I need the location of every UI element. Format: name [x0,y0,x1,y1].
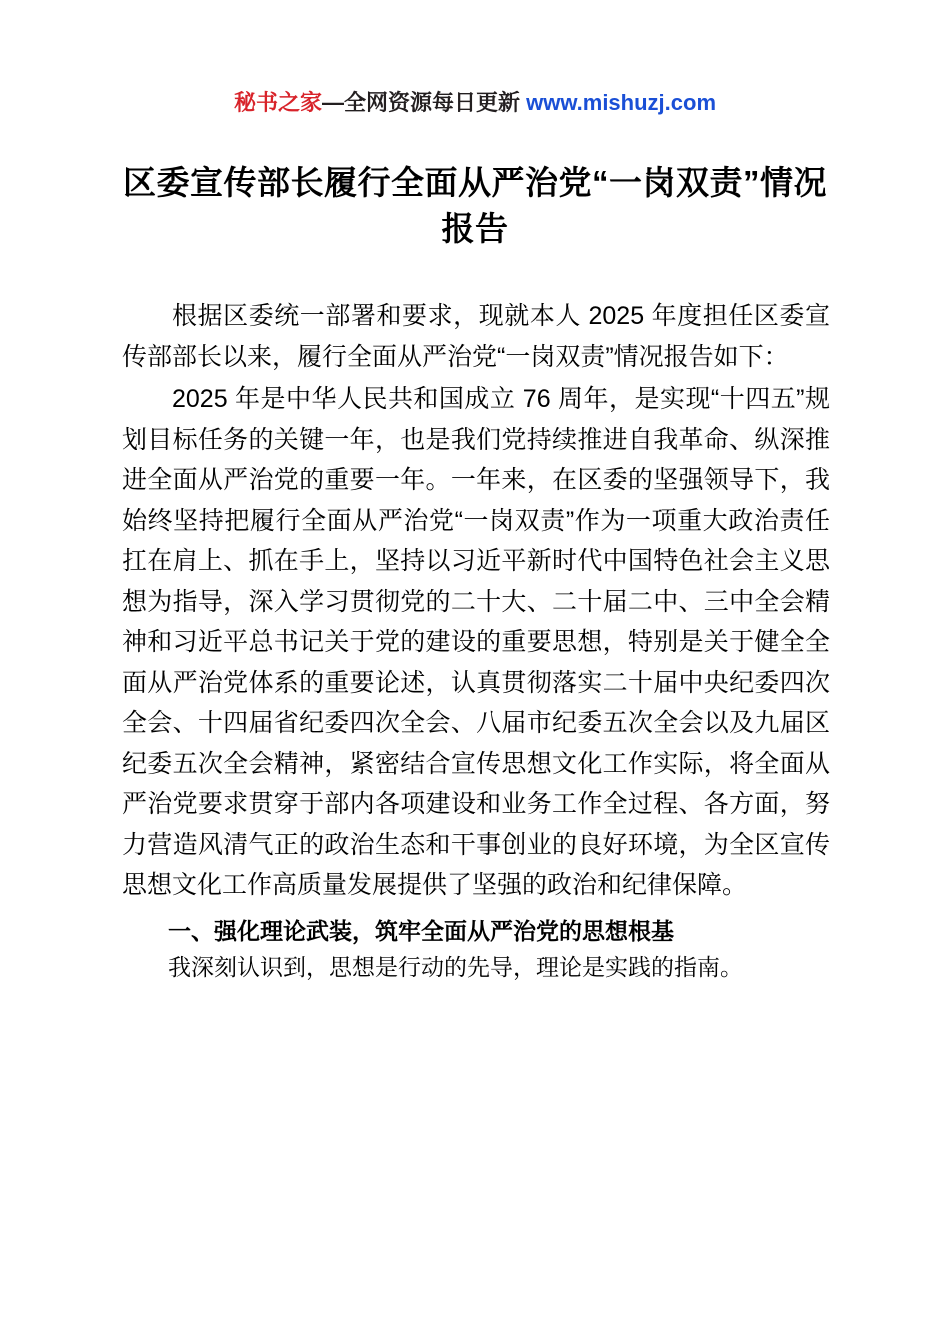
site-watermark-header [0,86,950,117]
site-url-link[interactable]: www.mishuzj.com [526,90,717,115]
page-title: 区委宣传部长履行全面从严治党“一岗双责”情况报告 [123,164,827,247]
paragraph-1: 根据区委统一部署和要求，现就本人 2025 年度担任区委宣传部部长以来，履行全面从严治党“一岗双责”情况报告如下： [122,302,830,371]
paragraph-2: 2025 年是中华人民共和国成立 76 周年，是实现“十四五”规划目标任务的关键一年，也是我们党持续推进自我革命、纵深推进全面从严治党的重要一年。一年来，在区委的坚强领导下，我始终坚持把履行全面从严治党“一岗双责”作为一项重大政治责任扛在肩上、抓在手上，坚持以习近平新时代中国特色社会主义思想为指导，深入学习贯彻党的二十大、二十届二中、三中全会精神和习近平总书记关于党的建设的重要思想，特别是关于健全全面从严治党体系的重要论述，认真贯彻落实二十届中央纪委四次全会、十四届省纪委四次全会、八届市纪委五次全会以及九届区纪委五次全会精神，紧密结合宣传思想文化工作实际，将全面从严治党要求贯穿于部内各项建设和业务工作全过程、各方面，努力营造风清气正的政治生态和干事创业的良好环境，为全区宣传思想文化工作高质量发展提供了坚强的政治和纪律保障。 [122,385,830,899]
section-body-1: 我深刻认识到，思想是行动的先导，理论是实践的指南。 [168,954,743,981]
site-tagline: —全网资源每日更新 [322,90,527,115]
section-heading-1: 一、强化理论武装，筑牢全面从严治党的思想根基 [168,917,674,944]
site-brand-name: 秘书之家 [233,90,322,115]
document-body [122,296,830,986]
